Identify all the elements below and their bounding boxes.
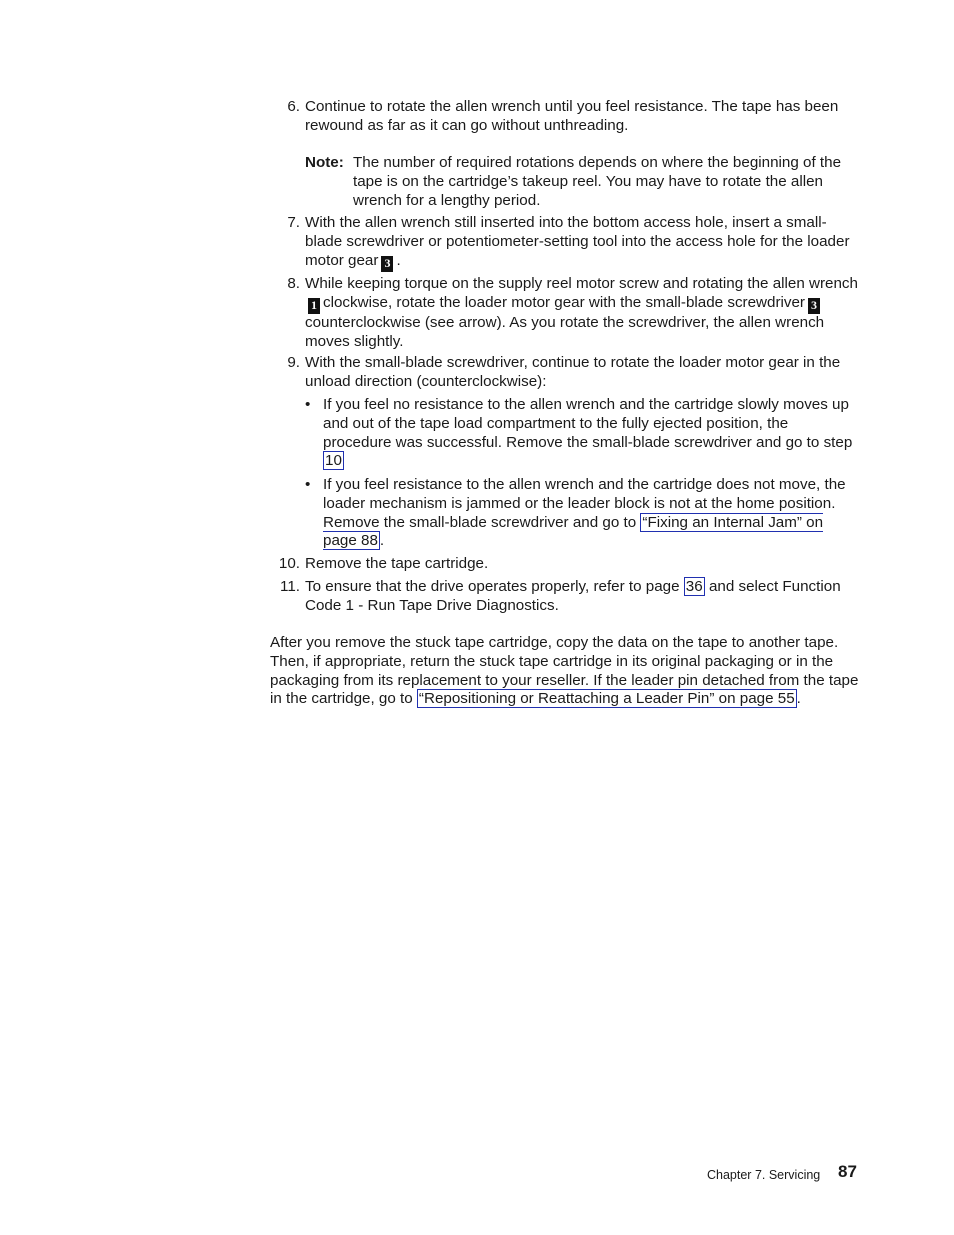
step-10-link[interactable]: 10 — [325, 452, 342, 470]
step-text: Remove the tape cartridge. — [305, 555, 489, 572]
step-text: With the allen wrench still inserted into the bottom access hole, insert a small-blade screwdriver or potentiometer-setting tool into the access hole for the loader motor gear 3 . — [305, 214, 850, 270]
note-text: The number of required rotations depends on where the beginning of the tape is on the cartridge’s takeup reel. You may have to rotate the allen wrench for a lengthy period. — [353, 154, 842, 209]
chapter-title: Chapter 7. Servicing — [707, 1168, 821, 1182]
step-text: To ensure that the drive operates properly, refer to page 36 and select Function Code 1 - Run Tape Drive Diagnostics. — [305, 578, 841, 614]
leader-pin-link[interactable]: “Repositioning or Reattaching a Leader Pin” on page 55 — [418, 690, 795, 708]
closing-paragraph: After you remove the stuck tape cartridge, copy the data on the tape to another tape. Then, if appropriate, return the stuck tape cartridge in its original packaging or in the packaging from its replacement to your reseller. If the leader pin detached from the tape in the cartridge, go to “Repositioning or Reattaching a Leader Pin” on page 55 . — [270, 634, 859, 708]
note-label: Note: — [305, 154, 344, 171]
bullet-icon: • — [305, 476, 311, 493]
bullet-text: If you feel no resistance to the allen wrench and the cartridge slowly moves up and out of the tape load compartment to the fully ejected position, the procedure was successful. Remove the small-blade screwdriver and go to step 10 — [323, 396, 853, 470]
page-number: 87 — [838, 1162, 857, 1181]
step-number: 6. — [287, 98, 300, 115]
step-text: Continue to rotate the allen wrench until you feel resistance. The tape has been rewound as far as it can go without unthreading. — [305, 98, 839, 134]
callout-1-icon: 1 — [308, 298, 320, 314]
step-text: While keeping torque on the supply reel motor screw and rotating the allen wrench1 clockwise, rotate the loader motor gear with the small-blade screwdriver 3counterclockwise (see arrow). As you rotate the screwdriver, the allen wrench moves slightly. — [305, 275, 858, 350]
step-text: With the small-blade screwdriver, continue to rotate the loader motor gear in the unload direction (counterclockwise): — [305, 354, 841, 390]
callout-3-icon: 3 — [381, 256, 393, 272]
step-number: 8. — [287, 275, 300, 292]
bullet-text: If you feel resistance to the allen wrench and the cartridge does not move, the loader mechanism is jammed or the leader block is not at the home position. Remove the small-blade screwdriver and go to “Fixing an Internal Jam” on page 88 . — [323, 476, 846, 550]
step-number: 10. — [278, 555, 300, 572]
page-36-link[interactable]: 36 — [685, 578, 703, 595]
bullet-icon: • — [305, 396, 311, 413]
callout-3-icon: 3 — [808, 298, 820, 314]
step-number: 7. — [287, 214, 300, 231]
step-number: 9. — [287, 354, 300, 371]
fixing-internal-jam-link[interactable]: “Fixing an Internal Jam” on page 88 — [323, 513, 824, 550]
step-number: 11. — [280, 578, 300, 595]
